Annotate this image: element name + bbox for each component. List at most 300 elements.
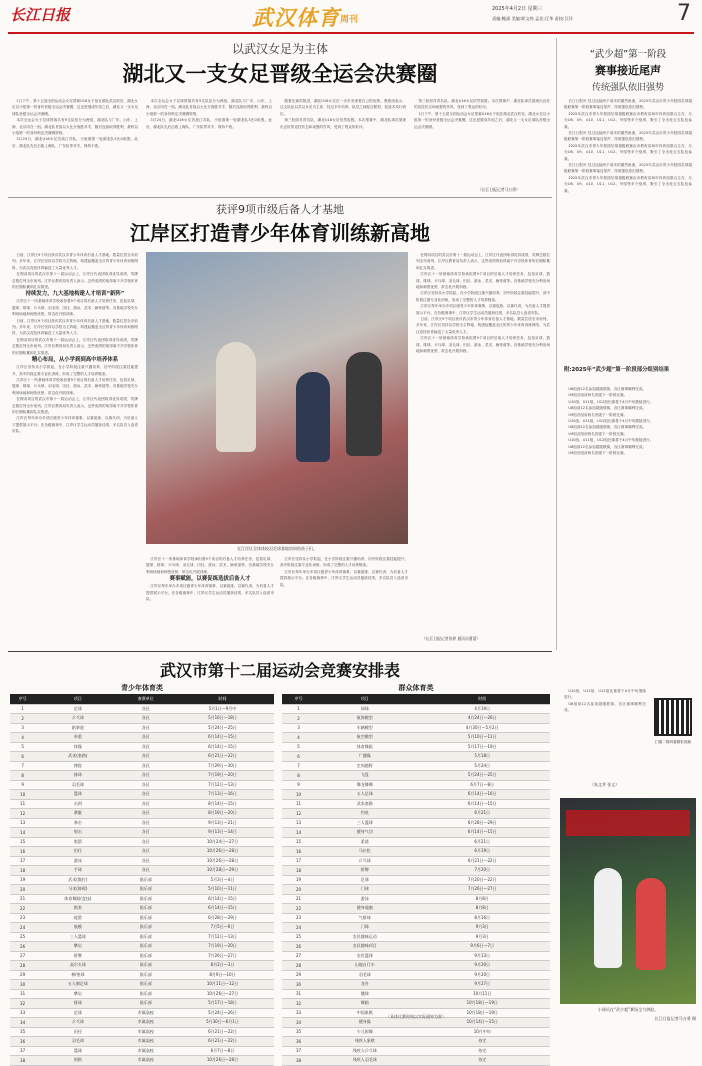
table-cell: 足球 <box>35 1008 120 1018</box>
table-cell: 6月21日 <box>414 837 550 847</box>
table-cell: 6月28日—29日 <box>414 818 550 828</box>
table-cell: 6月14日—15日 <box>414 828 550 838</box>
table-row <box>282 1056 550 1066</box>
table-cell: 16 <box>10 847 35 857</box>
table-row <box>282 942 550 952</box>
table-cell: 33 <box>10 1008 35 1018</box>
table-row <box>282 904 550 914</box>
table-cell: 25 <box>10 932 35 942</box>
table-row <box>282 913 550 923</box>
table-cell: 俱乐部 <box>121 951 171 961</box>
table-cell: 10月18日—19日 <box>414 999 550 1009</box>
table-cell: 4月30日—5月2日 <box>414 723 550 733</box>
table-row <box>10 980 274 990</box>
table-cell: 市属高校 <box>121 1027 171 1037</box>
table-row <box>10 752 274 762</box>
table-row <box>282 1037 550 1047</box>
table-row <box>282 847 550 857</box>
table-row <box>10 818 274 828</box>
table-cell: 28 <box>10 961 35 971</box>
table-cell: 少儿街舞 <box>315 1027 414 1037</box>
table-cell: 俱乐部 <box>121 923 171 933</box>
table-cell: 35 <box>282 1027 315 1037</box>
youth-table-title: 青少年体育类 <box>121 684 163 692</box>
table-cell: 篮球 <box>35 1046 120 1056</box>
sidebar-story <box>560 36 696 1022</box>
table-row <box>282 932 550 942</box>
table-cell: 38 <box>282 1056 315 1066</box>
table-cell: 8月19日—20日 <box>171 809 274 819</box>
table-cell: 棒/垒球 <box>35 970 120 980</box>
table-cell: 6月21日—22日 <box>171 1037 274 1047</box>
table-cell: 各区 <box>121 866 171 876</box>
table-cell: 6月21日 <box>414 809 550 819</box>
table-cell: 24 <box>10 923 35 933</box>
table-cell: 8月8日 <box>414 894 550 904</box>
table-cell: 37 <box>10 1046 35 1056</box>
table-cell: 各区 <box>121 704 171 714</box>
table-row <box>10 790 274 800</box>
table-cell: 5月1日—9月中 <box>171 704 274 714</box>
table-cell: 体操 <box>35 742 120 752</box>
sidebar-note: （朱文茅 张文） <box>590 782 620 787</box>
table-row <box>10 809 274 819</box>
table-cell: 26 <box>10 942 35 952</box>
table-cell: 羽毛球 <box>35 780 120 790</box>
table-cell: 14 <box>10 828 35 838</box>
youth-table-header: 序号 <box>10 694 35 704</box>
second-body-col1: 日前，江岸区9个项目获评武汉市青少年体育后备人才基地，数量位居全市前列。多年来，江岸区坚持以学校为主阵地，构建起覆盖全区的青少年体育训练网络，为武汉竞技体育输送了大量优秀人才。 在网羽项目的武汉市第十一届运动会上，江岸区代表团取得优异成绩，奖牌总数位列全市前列。江岸区教育局负责人表示，这些成绩的取得离不开学校体育的长期积累和扎实推进。 持续发力，九大基地构建人才培训“新阵” 江岸区十一所基础体育学校承担着9个项目的后备人才培养任务，包括足球、篮球、排球、乒乓球、羽毛球、田径、游泳、武术、跆拳道等。各基地学校充分利用场地和师资优势，常态化开展训练。 日前，江岸区9个项目获评武汉市青少年体育后备人才基地，数量位居全市前列。多年来，江岸区坚持以学校为主阵地，构建起覆盖全区的青少年体育训练网络，为武汉竞技体育输送了大量优秀人才。 在网羽项目的武汉市第十一届运动会上，江岸区代表团取得优异成绩，奖牌总数位列全市前列。江岸区教育局负责人表示，这些成绩的取得离不开学校体育的长期积累和扎实推进。 精心布局，从小学到到高中培养体系 江岸区坚持从小学抓起，在小学阶段注重兴趣培养，初中阶段注重技能提升，高中阶段注重专业化训练，形成了完整的人才培养链条。 江岸区十一所基础体育学校承担着9个项目的后备人才培养任务，包括足球、篮球、排球、乒乓球、羽毛球、田径、游泳、武术、跆拳道等。各基地学校充分利用场地和师资优势，常态化开展训练。 在网羽项目的武汉市第十一届运动会上，江岸区代表团取得优异成绩，奖牌总数位列全市前列。江岸区教育局负责人表示，这些成绩的取得离不开学校体育的长期积累和扎实推进。 江岸区每年举办多项区级青少年体育赛事，以赛促练、以赛代训，为后备人才提供展示平台。在各级赛事中，江岸区学生运动员屡获佳绩，多名队员入选省市队。 <box>12 253 138 434</box>
table-cell: 17 <box>282 856 315 866</box>
table-row <box>10 923 274 933</box>
table-row <box>10 856 274 866</box>
table-cell: 俱乐部 <box>121 961 171 971</box>
lead-body-col2: 本次全运会女子足球预赛共有9支队伍分为两组，湖北队与广东、山东、上海、北京同在一组。湖北队首战以大比分战胜对手，随后连续取得胜利，最终以小组第一的身份锁定决赛圈资格。 3月24日，湖北U16女足首战江苏队，小组赛第一轮湖北队3比0取胜。此后，湖北队先后击败上海队、广东队等对手，保持不败。 <box>146 99 272 129</box>
table-cell: 10月11日—12日 <box>171 980 274 990</box>
table-cell: 待定 <box>414 1046 550 1056</box>
table-row <box>282 989 550 999</box>
table-cell: 1 <box>10 704 35 714</box>
table-cell: 22 <box>282 904 315 914</box>
table-row <box>10 847 274 857</box>
table-cell: 桥牌 <box>315 866 414 876</box>
lead-headline: 湖北又一支女足晋级全运会决赛圈 <box>122 62 438 86</box>
table-cell: 24 <box>282 923 315 933</box>
table-row <box>10 771 274 781</box>
match-photo <box>560 798 696 1004</box>
table-row <box>282 799 550 809</box>
lead-body-col3: 随着比赛的推进，湖北U16女足在一步步发现着自己的优势。教练组表示，这支队伍以武汉女足为主体，经过多年培养，队员之间配合默契，技战术执行到位。 第三轮面对青岛队，湖北U16女足依然取胜。本次预赛中，湖北队球员展现出良好的竞技状态和顽强的作风，受到了观众的好评。 <box>280 99 406 129</box>
table-cell: 6月14日—16日 <box>414 790 550 800</box>
table-cell: 市属高校 <box>121 1018 171 1028</box>
table-cell: 38 <box>10 1056 35 1066</box>
sidebar-subline: 传统强队依旧强势 <box>591 83 664 93</box>
table-cell: 30 <box>10 980 35 990</box>
table-cell: 20 <box>282 885 315 895</box>
table-row <box>10 885 274 895</box>
table-row <box>10 780 274 790</box>
table-cell: 龙舟 <box>315 980 414 990</box>
table-row <box>282 780 550 790</box>
table-cell: 俱乐部 <box>121 885 171 895</box>
table-row <box>10 742 274 752</box>
table-cell: 7月19日—20日 <box>171 942 274 952</box>
table-cell: 14 <box>282 828 315 838</box>
table-row <box>282 951 550 961</box>
table-cell: 航空模型 <box>315 733 414 743</box>
masthead <box>0 0 702 34</box>
schedule-top-rule <box>8 651 552 652</box>
table-cell: 6 <box>10 752 35 762</box>
table-cell: 16 <box>282 847 315 857</box>
table-cell: 34 <box>10 1018 35 1028</box>
table-cell: 三人篮球 <box>315 818 414 828</box>
mass-table-header: 序号 <box>282 694 315 704</box>
table-cell: 15 <box>282 837 315 847</box>
editors-line: 责编:鲍涌 美编:职文筠 孟佳:汪华 责校:汪洋 <box>492 16 573 21</box>
sidebar-results-tail: U10组、U11组、U12组比赛将于4月中旬继续进行。 U8组前12名参加超级联赛，各区赛事顺利完成。 <box>564 689 646 713</box>
table-cell: 各区 <box>121 723 171 733</box>
table-cell: 农民趣味项目 <box>315 942 414 952</box>
table-cell: 10月14日—15日 <box>414 1018 550 1028</box>
table-cell: 羽毛球 <box>35 1037 120 1047</box>
table-cell: 各区 <box>121 799 171 809</box>
table-cell: 20 <box>10 885 35 895</box>
table-cell: 29 <box>10 970 35 980</box>
table-cell: 36 <box>282 1037 315 1047</box>
table-cell: 俱乐部 <box>121 894 171 904</box>
section-sub: 周刊 <box>340 15 359 25</box>
table-cell: 手球 <box>35 866 120 876</box>
photo-figure <box>296 372 330 462</box>
subhead-system: 精心布局，从小学到到高中培养体系 <box>31 357 119 364</box>
table-cell: 5月10日—11日 <box>414 733 550 743</box>
table-cell: 桥牌 <box>35 951 120 961</box>
table-row <box>282 970 550 980</box>
table-row <box>282 837 550 847</box>
table-cell: 5月24日—25日 <box>414 771 550 781</box>
table-cell: 11 <box>10 799 35 809</box>
table-cell: 中国象棋 <box>315 1008 414 1018</box>
table-row <box>282 856 550 866</box>
table-cell: 10月26日—28日 <box>171 847 274 857</box>
table-row <box>10 999 274 1009</box>
table-row <box>10 875 274 885</box>
table-cell: 3 <box>282 723 315 733</box>
table-row <box>282 704 550 714</box>
table-cell: 9月3日 <box>414 923 550 933</box>
sidebar-results: U8组前12名参加超级联赛，各区赛事顺利完成。 U9组各组前两名晋级下一阶段比赛。 U10组、U11组、U12组比赛将于4月中旬继续进行。 U8组前12名参加超级联赛，各区赛事顺利完成。 U9组各组前两名晋级下一阶段比赛。 U10组、U11组、U12组比赛将于4月中旬继续进行。 U8组前12名参加超级联赛，各区赛事顺利完成。 U9组各组前两名晋级下一阶段比赛。 U10组、U11组、U12组比赛将于4月中旬继续进行。 U8组前12名参加超级联赛，各区赛事顺利完成。 U9组各组前两名晋级下一阶段比赛。 <box>568 387 654 456</box>
table-row <box>10 1037 274 1047</box>
second-body-col4: 在网羽项目的武汉市第十一届运动会上，江岸区代表团取得优异成绩，奖牌总数位列全市前列。江岸区教育局负责人表示，这些成绩的取得离不开学校体育的长期积累和扎实推进。 江岸区十一所基础体育学校承担着9个项目的后备人才培养任务，包括足球、篮球、排球、乒乓球、羽毛球、田径、游泳、武术、跆拳道等。各基地学校充分利用场地和师资优势，常态化开展训练。 江岸区坚持从小学抓起，在小学阶段注重兴趣培养，初中阶段注重技能提升，高中阶段注重专业化训练，形成了完整的人才培养链条。 江岸区每年举办多项区级青少年体育赛事，以赛促练、以赛代训，为后备人才提供展示平台。在各级赛事中，江岸区学生运动员屡获佳绩，多名队员入选省市队。 日前，江岸区9个项目获评武汉市青少年体育后备人才基地，数量位居全市前列。多年来，江岸区坚持以学校为主阵地，构建起覆盖全区的青少年体育训练网络，为武汉竞技体育输送了大量优秀人才。 江岸区十一所基础体育学校承担着9个项目的后备人才培养任务，包括足球、篮球、排球、乒乓球、羽毛球、田径、游泳、武术、跆拳道等。各基地学校充分利用场地和师资优势，常态化开展训练。 <box>416 253 550 354</box>
table-cell: 各区 <box>121 780 171 790</box>
table-cell: 9月3日 <box>414 932 550 942</box>
table-row <box>282 866 550 876</box>
table-cell: 市属高校 <box>121 1008 171 1018</box>
table-cell: 7月5日—6日 <box>171 923 274 933</box>
mass-table-header: 时间 <box>414 694 550 704</box>
table-cell: 5月24日—26日 <box>171 1008 274 1018</box>
table-cell: 5月18日 <box>414 752 550 762</box>
table-cell: 4月24日—26日 <box>414 714 550 724</box>
table-cell: 29 <box>282 970 315 980</box>
paper-logo: 长江日报 <box>10 6 71 24</box>
table-row <box>10 989 274 999</box>
table-cell: 9月27日 <box>414 980 550 990</box>
table-cell: 18 <box>282 866 315 876</box>
table-row <box>282 999 550 1009</box>
schedule-footer: （具体比赛时间以实际通知为准） <box>386 1014 446 1019</box>
table-cell: 各区 <box>121 733 171 743</box>
mass-table-header: 项目 <box>315 694 414 704</box>
table-row <box>282 771 550 781</box>
table-cell: 足球 <box>315 875 414 885</box>
table-cell: 8月16日 <box>414 913 550 923</box>
table-cell: 车辆模型 <box>315 723 414 733</box>
table-cell: 8月9日—10日 <box>171 970 274 980</box>
table-row <box>10 828 274 838</box>
qr-caption: 扫描二维码看精彩视频 <box>655 740 691 744</box>
table-cell: 33 <box>282 1008 315 1018</box>
table-cell: 各区 <box>121 828 171 838</box>
table-cell: 俱乐部 <box>121 875 171 885</box>
table-cell: 6月7日—8日 <box>414 780 550 790</box>
table-cell: 羽毛球 <box>315 970 414 980</box>
table-cell: 各区 <box>121 818 171 828</box>
table-cell: 7月20日—22日 <box>414 875 550 885</box>
table-cell: 6月14日—15日 <box>171 742 274 752</box>
second-byline: （长江日报记者张婷 通讯员曹蕾） <box>422 636 481 641</box>
table-cell: 武术(套路) <box>35 752 120 762</box>
table-cell: 7月12日—13日 <box>171 932 274 942</box>
table-cell: 体育舞蹈 <box>315 742 414 752</box>
table-cell: 6月14日—15日 <box>171 894 274 904</box>
table-cell: 37 <box>282 1046 315 1056</box>
table-cell: 6月14日—15日 <box>171 733 274 743</box>
table-row <box>10 799 274 809</box>
table-cell: 农民趣味运动 <box>315 932 414 942</box>
table-cell: 待定 <box>414 1037 550 1047</box>
table-cell: 8月14日—15日 <box>171 799 274 809</box>
table-cell: 21 <box>10 894 35 904</box>
table-cell: 31 <box>282 989 315 999</box>
table-cell: 6月21日—22日 <box>171 1027 274 1037</box>
table-cell: 19 <box>282 875 315 885</box>
table-cell: 7 <box>10 761 35 771</box>
table-cell: 气排球 <box>315 913 414 923</box>
youth-table-header: 参赛单位 <box>121 694 171 704</box>
table-cell: 各区 <box>121 752 171 762</box>
table-cell: 五人足球 <box>315 790 414 800</box>
table-cell: 武术套路 <box>315 799 414 809</box>
second-kicker: 获评9项市级后备人才基地 <box>216 203 344 216</box>
table-row <box>10 723 274 733</box>
table-cell: 7月20日 <box>414 866 550 876</box>
table-cell: 市属高校 <box>121 1056 171 1066</box>
table-cell: 健身气功 <box>315 828 414 838</box>
table-cell: 五人制足球 <box>35 980 120 990</box>
table-row <box>282 790 550 800</box>
table-cell: 36 <box>10 1037 35 1047</box>
table-cell: 门球 <box>315 885 414 895</box>
table-cell: 山地自行车 <box>315 961 414 971</box>
table-row <box>10 866 274 876</box>
table-row <box>10 761 274 771</box>
table-cell: 定向越野 <box>315 761 414 771</box>
table-row <box>10 1056 274 1066</box>
table-cell: 俱乐部 <box>121 999 171 1009</box>
table-row <box>282 961 550 971</box>
table-cell: 各区 <box>121 837 171 847</box>
table-row <box>282 742 550 752</box>
table-row <box>10 1027 274 1037</box>
table-cell: 27 <box>10 951 35 961</box>
table-cell: 残疾人羽毛球 <box>315 1056 414 1066</box>
sidebar-headline: 赛事接近尾声 <box>595 64 661 77</box>
table-cell: 9月20日 <box>414 961 550 971</box>
table-row <box>282 875 550 885</box>
column-rule <box>556 38 557 650</box>
table-cell: 拳击 <box>35 818 120 828</box>
table-cell: 篮球 <box>35 790 120 800</box>
table-cell: 摔跤 <box>35 761 120 771</box>
table-row <box>10 913 274 923</box>
table-cell: 9 <box>282 780 315 790</box>
table-cell: 各区 <box>121 809 171 819</box>
table-cell: 各区 <box>121 790 171 800</box>
table-row <box>10 904 274 914</box>
table-cell: 10月18日—19日 <box>414 1008 550 1018</box>
table-cell: 8月8日 <box>414 904 550 914</box>
table-cell: 门球 <box>315 923 414 933</box>
training-photo-caption: 在江岸区全体体校羽毛球基地培训的孩子们。 <box>237 546 317 551</box>
table-row <box>10 942 274 952</box>
table-cell: 18 <box>10 866 35 876</box>
photo-banner-text <box>566 810 690 836</box>
table-row <box>10 837 274 847</box>
schedule-title: 武汉市第十二届运动会竞赛安排表 <box>159 661 400 680</box>
table-row <box>282 828 550 838</box>
table-cell: 27 <box>282 951 315 961</box>
table-cell: 5月3日—4日 <box>171 875 274 885</box>
table-cell: 1 <box>282 704 315 714</box>
table-cell: 5月17日—18日 <box>171 999 274 1009</box>
table-cell: 各区 <box>121 856 171 866</box>
table-cell: 21 <box>282 894 315 904</box>
lead-body-col4: 第三轮面对青岛队，湖北U16女足依然取胜。本次预赛中，湖北队球员展现出良好的竞技状态和顽强的作风，受到了观众的好评。 1日下午，第十五届全国运动会女足预赛U16女子组在湖北武汉收官，湖北女足以小组第一的身份晋级全运会决赛圈，这也是继成年组之后，湖北又一支女足球队晋级全运会决赛圈。 <box>414 99 550 129</box>
issue-date: 2025年4月2日 星期三 <box>492 6 543 12</box>
table-row <box>282 752 550 762</box>
table-row <box>10 970 274 980</box>
table-cell: 6月14日—15日 <box>171 904 274 914</box>
table-cell: 航海模型 <box>315 714 414 724</box>
table-cell: 残疾人乒乓球 <box>315 1046 414 1056</box>
table-cell: 高尔夫球 <box>35 961 120 971</box>
table-cell: 5月16日—18日 <box>171 714 274 724</box>
table-cell: 各区 <box>121 847 171 857</box>
qr-code <box>654 698 692 736</box>
table-cell: 乒乓球 <box>35 714 120 724</box>
table-cell: 10月26日—27日 <box>171 989 274 999</box>
table-cell: 航模 <box>35 923 120 933</box>
subhead-bases: 持续发力，九大基地构建人才培训“新阵” <box>25 291 125 298</box>
table-cell: 10 <box>10 790 35 800</box>
subhead-events: 赛事赋能，以赛促练选拔后备人才 <box>169 576 251 583</box>
table-cell: 乒乓球 <box>35 1018 120 1028</box>
photo-figure <box>636 878 666 970</box>
table-cell: 体育舞蹈(竞技) <box>35 894 120 904</box>
table-row <box>10 1018 274 1028</box>
table-cell: 待定 <box>414 1056 550 1066</box>
table-cell: 健身操 <box>315 1018 414 1028</box>
table-cell: 19 <box>10 875 35 885</box>
table-row <box>282 714 550 724</box>
table-cell: 5月10日—11日 <box>171 885 274 895</box>
table-cell: 游泳 <box>315 894 414 904</box>
mass-table <box>282 694 550 1066</box>
table-cell: 舞蹈 <box>315 999 414 1009</box>
table-cell: 5 <box>10 742 35 752</box>
table-cell: 7月19日—20日 <box>171 771 274 781</box>
table-cell: 俱乐部 <box>121 989 171 999</box>
table-row <box>282 1046 550 1056</box>
table-cell: 马拉松 <box>315 847 414 857</box>
table-cell: 7月26日—27日 <box>414 885 550 895</box>
match-photo-credit: 长江日报记者马万勇 摄 <box>654 1016 696 1021</box>
table-cell: 4月19日 <box>414 704 550 714</box>
table-cell: 10月28日—29日 <box>171 866 274 876</box>
table-row <box>282 723 550 733</box>
second-body-col-mid2: 江岸区坚持从小学抓起，在小学阶段注重兴趣培养，初中阶段注重技能提升，高中阶段注重专业化训练，形成了完整的人才培养链条。 江岸区每年举办多项区级青少年体育赛事，以赛促练、以赛代训，为后备人才提供展示平台。在各级赛事中，江岸区学生运动员屡获佳绩，多名队员入选省市队。 <box>280 557 408 587</box>
table-cell: 8 <box>282 771 315 781</box>
table-cell: 三人篮球 <box>35 932 120 942</box>
table-cell: 田径 <box>35 1027 120 1037</box>
table-row <box>282 894 550 904</box>
table-cell: 各区 <box>121 714 171 724</box>
table-cell: 6月21日—22日 <box>171 752 274 762</box>
table-cell: 6月28日—29日 <box>171 913 274 923</box>
table-cell: 6月7日—8日 <box>171 1046 274 1056</box>
table-cell: 28 <box>282 961 315 971</box>
table-row <box>282 885 550 895</box>
table-cell: 赛艇 <box>35 809 120 819</box>
second-headline: 江岸区打造青少年体育训练新高地 <box>130 221 430 245</box>
table-row <box>10 1008 274 1018</box>
table-cell: 7月26日—27日 <box>171 951 274 961</box>
training-photo <box>146 252 408 544</box>
mass-table-title: 群众体育类 <box>398 684 434 692</box>
second-body-col-mid: 江岸区十一所基础体育学校承担着9个项目的后备人才培养任务，包括足球、篮球、排球、乒乓球、羽毛球、田径、游泳、武术、跆拳道等。各基地学校充分利用场地和师资优势，常态化开展训练。 赛事赋能，以赛促练选拔后备人才 江岸区每年举办多项区级青少年体育赛事，以赛促练、以赛代训，为后备人才提供展示平台。在各级赛事中，江岸区学生运动员屡获佳绩，多名队员入选省市队。 <box>146 557 274 602</box>
table-cell: 围棋 <box>35 1056 120 1066</box>
table-cell: 10月11日 <box>414 989 550 999</box>
table-cell: 23 <box>10 913 35 923</box>
sidebar-subhead: 附:2025年“武少超”第一阶段部分组别结果 <box>564 367 670 373</box>
table-cell: 25 <box>282 932 315 942</box>
table-cell: 7月12日—13日 <box>171 780 274 790</box>
lead-kicker: 以武汉女足为主体 <box>231 42 328 56</box>
table-cell: 乒乓球 <box>315 856 414 866</box>
sidebar-kicker: “武少超”第一阶段 <box>589 49 667 60</box>
table-row <box>282 733 550 743</box>
table-cell: 5月17日—19日 <box>414 742 550 752</box>
table-cell: 7月29日—30日 <box>171 761 274 771</box>
sidebar-body: 长江日报讯 经过连续两个周末的激烈角逐，2025年武汉市青少年校园足球超级联赛第一阶段赛事接近尾声，传统强队依旧强势。 2025年武汉市青少年校园足球超级联赛由市教育局和市体育局联合主办，分为U8、U9、U10、U11、U12、甲组等多个组别，吸引了全市近百支队伍参赛。 长江日报讯 经过连续两个周末的激烈角逐，2025年武汉市青少年校园足球超级联赛第一阶段赛事接近尾声，传统强队依旧强势。 2025年武汉市青少年校园足球超级联赛由市教育局和市体育局联合主办，分为U8、U9、U10、U11、U12、甲组等多个组别，吸引了全市近百支队伍参赛。 长江日报讯 经过连续两个周末的激烈角逐，2025年武汉市青少年校园足球超级联赛第一阶段赛事接近尾声，传统强队依旧强势。 2025年武汉市青少年校园足球超级联赛由市教育局和市体育局联合主办，分为U8、U9、U10、U11、U12、甲组等多个组别，吸引了全市近百支队伍参赛。 <box>564 99 692 193</box>
table-cell: 俱乐部 <box>121 942 171 952</box>
table-cell: 9月13日—21日 <box>171 818 274 828</box>
table-cell: 马术(障碍) <box>35 885 120 895</box>
table-cell: 7 <box>282 761 315 771</box>
table-cell: 9月6日—7日 <box>414 942 550 952</box>
